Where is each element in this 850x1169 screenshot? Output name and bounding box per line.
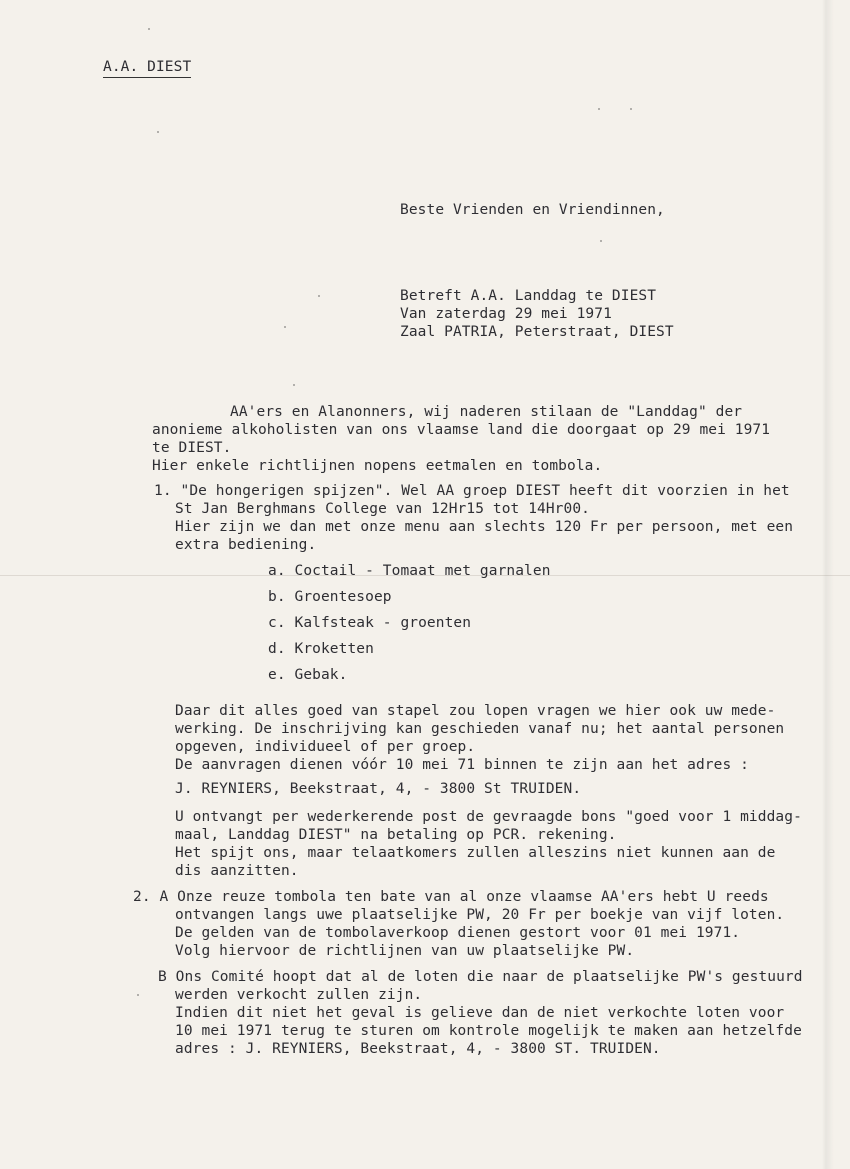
speck bbox=[284, 326, 286, 328]
body-line: 10 mei 1971 terug te sturen om kontrole mogelijk te maken aan hetzelfde bbox=[175, 1023, 802, 1039]
body-line: U ontvangt per wederkerende post de gevraagde bons "goed voor 1 middag- bbox=[175, 809, 802, 825]
body-line: Hier zijn we dan met onze menu aan slechts 120 Fr per persoon, met een bbox=[175, 519, 794, 535]
body-line: maal, Landdag DIEST" na betaling op PCR. rekening. bbox=[175, 827, 617, 843]
speck bbox=[148, 28, 150, 30]
body-line: ontvangen langs uwe plaatselijke PW, 20 Fr per boekje van vijf loten. bbox=[175, 907, 785, 923]
body-line: Volg hiervoor de richtlijnen van uw plaatselijke PW. bbox=[175, 943, 635, 959]
body-line: werking. De inschrijving kan geschieden vanaf nu; het aantal personen bbox=[175, 721, 785, 737]
body-line: werden verkocht zullen zijn. bbox=[175, 987, 423, 1003]
menu-item: c. Kalfsteak - groenten bbox=[268, 615, 472, 631]
body-line: Het spijt ons, maar telaatkomers zullen alleszins niet kunnen aan de bbox=[175, 845, 776, 861]
letterhead-title: A.A. DIEST bbox=[103, 58, 191, 78]
subject-line: Van zaterdag 29 mei 1971 bbox=[400, 306, 612, 322]
body-line: adres : J. REYNIERS, Beekstraat, 4, - 3800 ST. TRUIDEN. bbox=[175, 1041, 661, 1057]
body-line: 1. "De hongerigen spijzen". Wel AA groep DIEST heeft dit voorzien in het bbox=[154, 483, 790, 499]
speck bbox=[598, 108, 600, 110]
address-line: J. REYNIERS, Beekstraat, 4, - 3800 St TRUIDEN. bbox=[175, 781, 582, 797]
speck bbox=[137, 994, 139, 996]
body-line: dis aanzitten. bbox=[175, 863, 299, 879]
body-line: De gelden van de tombolaverkoop dienen gestort voor 01 mei 1971. bbox=[175, 925, 741, 941]
menu-item: a. Coctail - Tomaat met garnalen bbox=[268, 563, 551, 579]
body-line: Indien dit niet het geval is gelieve dan de niet verkochte loten voor bbox=[175, 1005, 785, 1021]
body-line: AA'ers en Alanonners, wij naderen stilaan de "Landdag" der bbox=[230, 404, 743, 420]
body-line: te DIEST. bbox=[152, 440, 232, 456]
body-line: St Jan Berghmans College van 12Hr15 tot 14Hr00. bbox=[175, 501, 590, 517]
body-line: anonieme alkoholisten van ons vlaamse land die doorgaat op 29 mei 1971 bbox=[152, 422, 771, 438]
body-line: opgeven, individueel of per groep. bbox=[175, 739, 476, 755]
body-line: extra bediening. bbox=[175, 537, 317, 553]
body-line: B Ons Comité hoopt dat al de loten die naar de plaatselijke PW's gestuurd bbox=[158, 969, 803, 985]
speck bbox=[318, 295, 320, 297]
subject-line: Betreft A.A. Landdag te DIEST bbox=[400, 288, 657, 304]
speck bbox=[157, 131, 159, 133]
menu-item: b. Groentesoep bbox=[268, 589, 392, 605]
body-line: De aanvragen dienen vóór 10 mei 71 binnen te zijn aan het adres : bbox=[175, 757, 749, 773]
body-line: Hier enkele richtlijnen nopens eetmalen en tombola. bbox=[152, 458, 603, 474]
speck bbox=[293, 384, 295, 386]
menu-item: e. Gebak. bbox=[268, 667, 348, 683]
speck bbox=[630, 108, 632, 110]
speck bbox=[600, 240, 602, 242]
menu-item: d. Kroketten bbox=[268, 641, 374, 657]
greeting: Beste Vrienden en Vriendinnen, bbox=[400, 202, 665, 218]
body-line: 2. A Onze reuze tombola ten bate van al onze vlaamse AA'ers hebt U reeds bbox=[133, 889, 769, 905]
body-line: Daar dit alles goed van stapel zou lopen vragen we hier ook uw mede- bbox=[175, 703, 776, 719]
subject-line: Zaal PATRIA, Peterstraat, DIEST bbox=[400, 324, 674, 340]
